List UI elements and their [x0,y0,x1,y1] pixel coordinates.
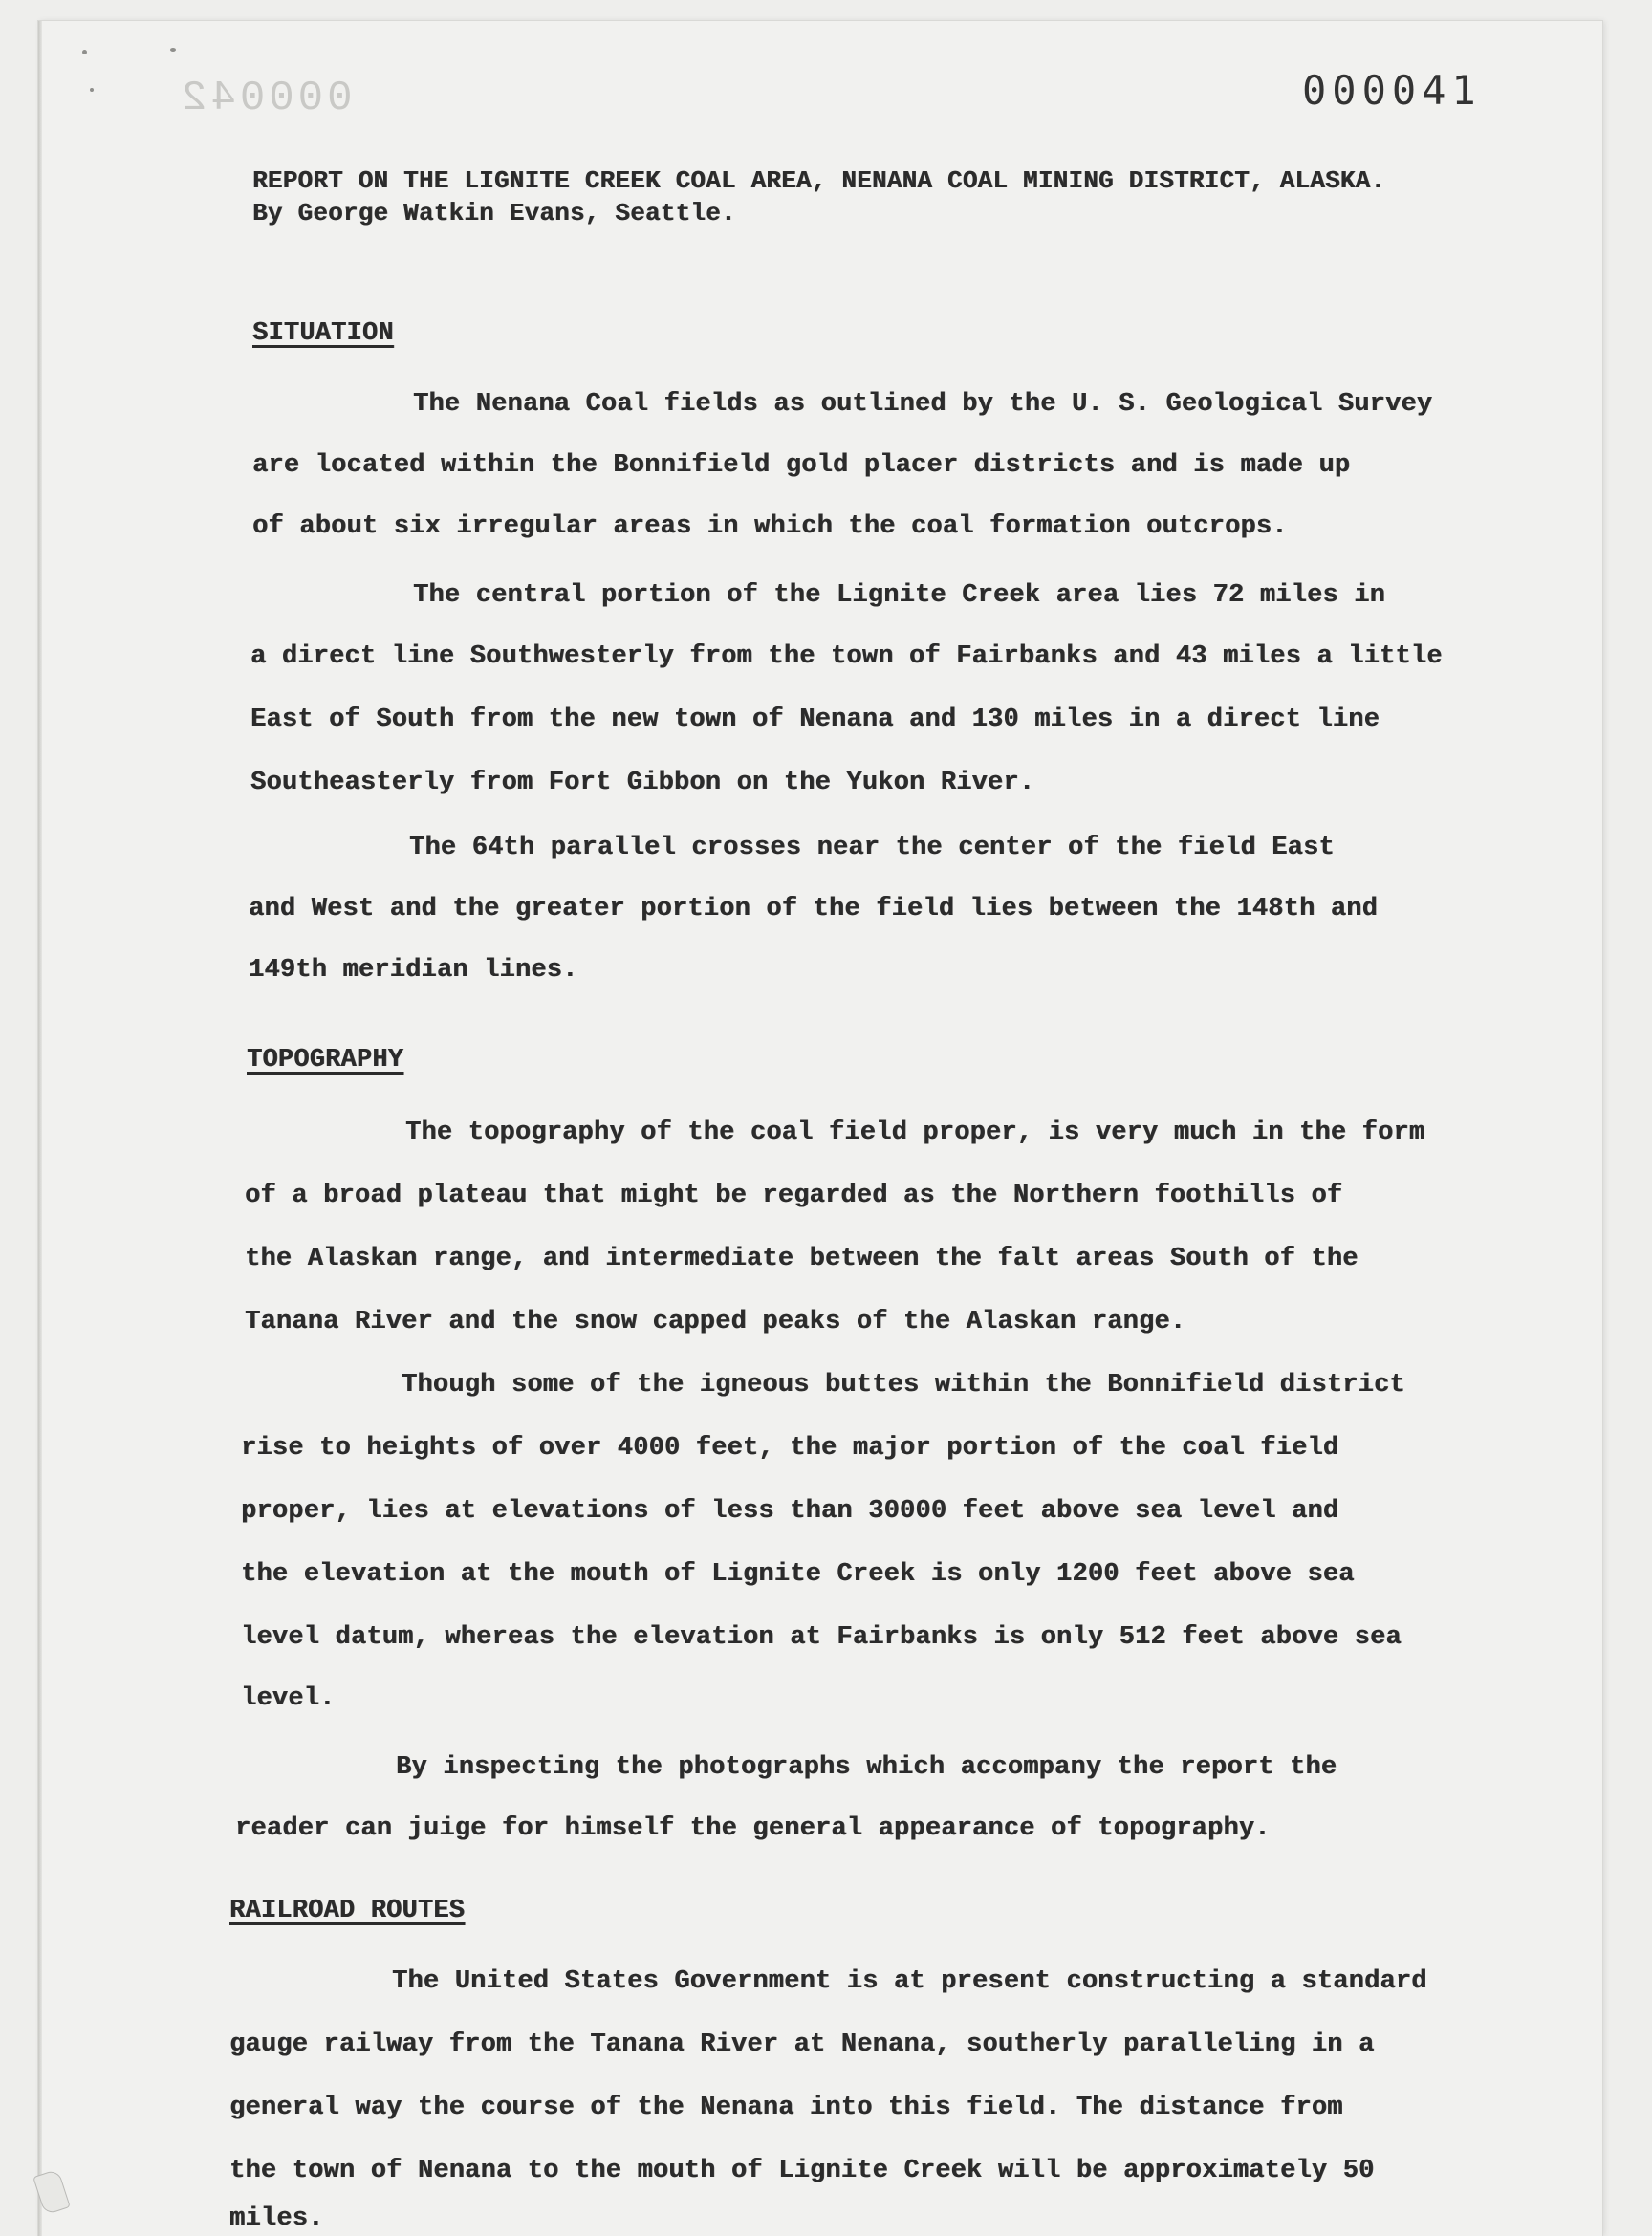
body-line: The topography of the coal field proper, is very much in the form [405,1118,1425,1147]
report-title: REPORT ON THE LIGNITE CREEK COAL AREA, NENANA COAL MINING DISTRICT, ALASKA. [252,166,1386,195]
body-line: Tanana River and the snow capped peaks of the Alaskan range. [245,1308,1186,1336]
body-line: The United States Government is at present constructing a standard [392,1967,1427,1996]
body-line: By inspecting the photographs which accompany the report the [396,1753,1337,1782]
body-line: the town of Nenana to the mouth of Lignite Creek will be approximately 50 [229,2157,1375,2185]
page-left-edge [38,21,42,2236]
body-line: of a broad plateau that might be regarded as the Northern foothills of [245,1182,1343,1210]
body-line: the elevation at the mouth of Lignite Creek is only 1200 feet above sea [241,1560,1355,1589]
body-line: The central portion of the Lignite Creek area lies 72 miles in [413,581,1385,610]
body-line: miles. [229,2204,324,2233]
body-line: rise to heights of over 4000 feet, the major portion of the coal field [241,1434,1339,1463]
body-line: the Alaskan range, and intermediate between the falt areas South of the [245,1245,1359,1273]
body-line: The 64th parallel crosses near the center of the field East [409,834,1335,862]
bleed-through-page-number: 000042 [178,75,353,122]
body-line: general way the course of the Nenana into this field. The distance from [229,2094,1343,2122]
body-line: a direct line Southwesterly from the town of Fairbanks and 43 miles a little [250,642,1443,671]
section-heading-railroad-routes: RAILROAD ROUTES [229,1897,466,1925]
body-line: Southeasterly from Fort Gibbon on the Yukon River. [250,769,1035,797]
body-line: level datum, whereas the elevation at Fairbanks is only 512 feet above sea [241,1623,1402,1652]
body-line: are located within the Bonnifield gold placer districts and is made up [252,451,1351,480]
section-heading-topography: TOPOGRAPHY [247,1046,404,1075]
body-line: reader can juige for himself the general appearance of topography. [235,1814,1271,1843]
body-line: 149th meridian lines. [249,956,578,985]
scan-speck [170,48,176,52]
report-byline: By George Watkin Evans, Seattle. [252,199,736,228]
body-line: East of South from the new town of Nenana and 130 miles in a direct line [250,706,1380,734]
scan-speck [90,88,94,92]
body-line: of about six irregular areas in which the coal formation outcrops. [252,512,1288,541]
body-line: level. [241,1684,336,1713]
section-heading-situation: SITUATION [252,319,394,348]
page-number: 000041 [1302,67,1482,114]
body-line: The Nenana Coal fields as outlined by the U. S. Geological Survey [413,390,1433,419]
body-line: gauge railway from the Tanana River at Nenana, southerly paralleling in a [229,2030,1375,2059]
body-line: Though some of the igneous buttes within the Bonnifield district [402,1371,1405,1400]
body-line: proper, lies at elevations of less than 30000 feet above sea level and [241,1497,1339,1526]
scan-speck [82,50,87,54]
body-line: and West and the greater portion of the field lies between the 148th and [249,895,1378,923]
